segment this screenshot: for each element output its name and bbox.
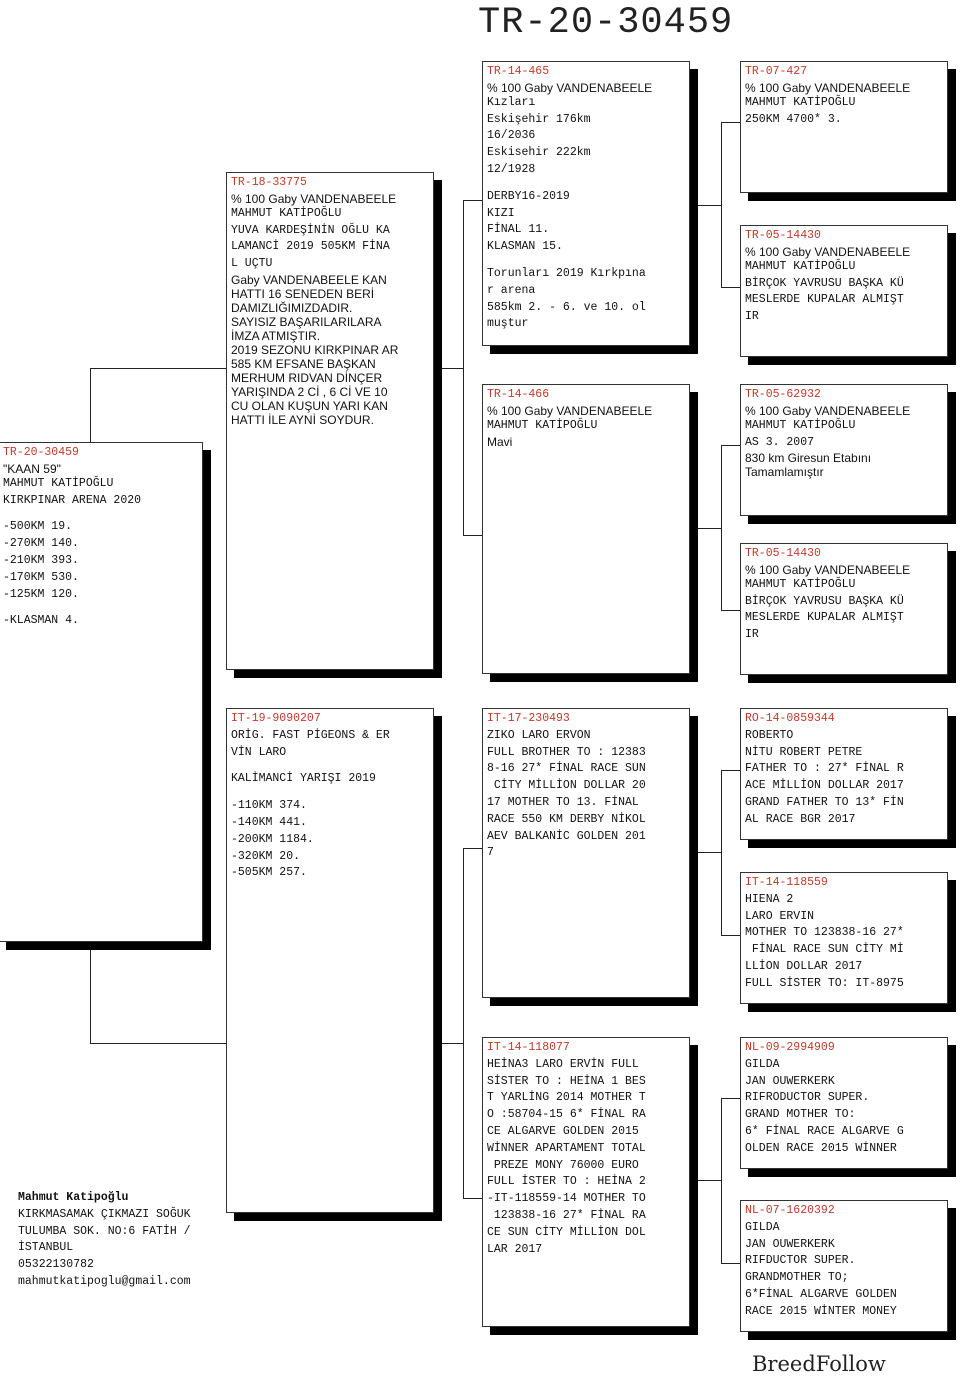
card-line: JAN OUWERKERK <box>745 1074 835 1088</box>
card-line: MAHMUT KATİPOĞLU <box>231 206 342 220</box>
card-line: FİNAL RACE SUN CİTY Mİ <box>745 943 904 957</box>
card-line <box>487 179 685 189</box>
card-line: KALİMANCİ YARIŞI 2019 <box>231 772 376 786</box>
card-line: -500KM 19. <box>3 520 73 534</box>
card-line: DERBY16-2019 <box>487 189 570 203</box>
card-line: -505KM 257. <box>231 866 307 880</box>
card-line <box>231 761 429 771</box>
card-line: BİRÇOK YAVRUSU BAŞKA KÜ <box>745 276 904 290</box>
card-line: DAMIZLIĞIMIZDADIR. <box>231 300 353 315</box>
card-line: T YARLİNG 2014 MOTHER T <box>487 1091 646 1105</box>
card-line: ZIKO LARO ERVON <box>487 728 591 742</box>
card-line: Mavi <box>487 434 513 449</box>
great-grandparent-card <box>740 1037 948 1169</box>
connector <box>721 770 741 771</box>
great-grandparent-card <box>740 384 948 516</box>
card-line: LARO ERVIN <box>745 909 815 923</box>
address-line: KIRKMASAMAK ÇIKMAZI SOĞUK <box>18 1207 191 1221</box>
ring-number: NL-09-2994909 <box>745 1041 835 1054</box>
card-line: 2019 SEZONU KIRKPINAR AR <box>231 342 399 357</box>
card-line: Eskişehir 176km <box>487 112 591 126</box>
card-line: -320KM 20. <box>231 849 301 863</box>
card-line: FULL SİSTER TO: IT-8975 <box>745 976 904 990</box>
card-line: GRAND MOTHER TO: <box>745 1108 856 1122</box>
card-line: 12/1928 <box>487 162 536 176</box>
card-line: CE ALGARVE GOLDEN 2015 <box>487 1124 639 1138</box>
card-line: GILDA <box>745 1057 780 1071</box>
pedigree-title: TR-20-30459 <box>478 2 734 44</box>
card-line: 16/2036 <box>487 129 536 143</box>
ring-number: RO-14-0859344 <box>745 712 835 725</box>
ring-number: TR-14-466 <box>487 388 550 401</box>
card-line: MESLERDE KUPALAR ALMIŞT <box>745 293 904 307</box>
card-line: % 100 Gaby VANDENABEELE <box>745 562 911 577</box>
card-line: 250KM 4700* 3. <box>745 112 842 126</box>
card-line: BİRÇOK YAVRUSU BAŞKA KÜ <box>745 594 904 608</box>
breeder-name: Mahmut Katipoğlu <box>18 1191 129 1204</box>
ring-number: TR-05-62932 <box>745 388 821 401</box>
card-line: IR <box>745 628 759 642</box>
email: mahmutkatipoglu@gmail.com <box>18 1274 191 1288</box>
connector <box>463 848 464 1198</box>
connector <box>463 200 483 201</box>
card-line: GRAND FATHER TO 13* FİN <box>745 795 904 809</box>
card-line: WİNNER APARTAMENT TOTAL <box>487 1141 646 1155</box>
card-line: YUVA KARDEŞİNİN OĞLU KA <box>231 223 390 237</box>
card-line: ACE MİLLİON DOLLAR 2017 <box>745 779 904 793</box>
card-line: AEV BALKANİC GOLDEN 201 <box>487 829 646 843</box>
card-line: % 100 Gaby VANDENABEELE <box>231 191 397 206</box>
card-line: LAMANCİ 2019 505KM FİNA <box>231 240 390 254</box>
ring-number: TR-07-427 <box>745 65 808 78</box>
card-line: 830 km Giresun Etabını <box>745 451 872 466</box>
card-line: % 100 Gaby VANDENABEELE <box>745 80 911 95</box>
card-line: -270KM 140. <box>3 537 79 551</box>
connector <box>721 122 741 123</box>
connector <box>697 1180 721 1181</box>
card-line: 6*FİNAL ALGARVE GOLDEN <box>745 1287 897 1301</box>
card-line: MESLERDE KUPALAR ALMIŞT <box>745 611 904 625</box>
address-line: İSTANBUL <box>18 1241 74 1255</box>
card-line: CU OLAN KUŞUN YARI KAN <box>231 398 388 413</box>
card-line: HIENA 2 <box>745 892 794 906</box>
ring-number: TR-20-30459 <box>3 446 79 459</box>
card-line: % 100 Gaby VANDENABEELE <box>487 80 653 95</box>
brand-logo: BreedFollow <box>752 1352 886 1376</box>
card-line: GRANDMOTHER TO; <box>745 1271 849 1285</box>
dam-card <box>226 708 434 1213</box>
card-line: 7 <box>487 846 494 860</box>
card-line: Tamamlamıştır <box>745 465 824 480</box>
card-line: r arena <box>487 283 536 297</box>
card-line: % 100 Gaby VANDENABEELE <box>745 403 911 418</box>
card-line: FATHER TO : 27* FİNAL R <box>745 762 904 776</box>
card-line <box>487 256 685 266</box>
card-line: -KLASMAN 4. <box>3 614 79 628</box>
card-line: YARIŞINDA 2 Cİ , 6 Cİ VE 10 <box>231 384 388 399</box>
connector <box>721 122 722 287</box>
card-line: MERHUM RIDVAN DİNÇER <box>231 370 383 385</box>
card-line: L UÇTU <box>231 257 273 271</box>
card-line: FİNAL 11. <box>487 223 550 237</box>
card-line: 8-16 27* FİNAL RACE SUN <box>487 762 646 776</box>
connector <box>440 368 464 369</box>
card-line: -125KM 120. <box>3 587 79 601</box>
card-line: MAHMUT KATİPOĞLU <box>487 418 598 432</box>
card-line <box>231 788 429 798</box>
card-line: Eskisehir 222km <box>487 146 591 160</box>
connector <box>721 445 722 610</box>
card-line: Gaby VANDENABEELE KAN <box>231 272 387 287</box>
card-line: CİTY MİLLİON DOLLAR 20 <box>487 779 646 793</box>
card-line: RACE 550 KM DERBY NİKOL <box>487 812 646 826</box>
card-line: HEİNA3 LARO ERVİN FULL <box>487 1057 639 1071</box>
card-line: MAHMUT KATİPOĞLU <box>745 95 856 109</box>
card-line: FULL BROTHER TO : 12383 <box>487 745 646 759</box>
card-line: RIFRODUCTOR SUPER. <box>745 1091 870 1105</box>
great-grandparent-card <box>740 61 948 193</box>
card-line: VİN LARO <box>231 745 287 759</box>
card-line: RACE 2015 WİNTER MONEY <box>745 1304 897 1318</box>
grandparent-card <box>482 61 690 346</box>
connector <box>721 445 741 446</box>
card-line: MAHMUT KATİPOĞLU <box>745 418 856 432</box>
card-line: 17 MOTHER TO 13. FİNAL <box>487 795 639 809</box>
ring-number: TR-05-14430 <box>745 547 821 560</box>
card-line: KIRKPINAR ARENA 2020 <box>3 493 142 507</box>
card-line: JAN OUWERKERK <box>745 1237 835 1251</box>
great-grandparent-card <box>740 225 948 357</box>
card-line: -200KM 1184. <box>231 832 314 846</box>
ring-number: IT-14-118077 <box>487 1041 570 1054</box>
card-line: OLDEN RACE 2015 WİNNER <box>745 1141 897 1155</box>
breeder-contact <box>18 1190 191 1291</box>
connector <box>721 770 722 935</box>
great-grandparent-card <box>740 543 948 675</box>
ring-number: TR-14-465 <box>487 65 550 78</box>
phone: 05322130782 <box>18 1258 94 1272</box>
connector <box>463 200 464 535</box>
card-line: % 100 Gaby VANDENABEELE <box>487 403 653 418</box>
card-line: 585 KM EFSANE BAŞKAN <box>231 356 376 371</box>
card-line: -140KM 441. <box>231 815 307 829</box>
card-line: FULL İSTER TO : HEİNA 2 <box>487 1175 646 1189</box>
great-grandparent-card <box>740 708 948 840</box>
card-line: -IT-118559-14 MOTHER TO <box>487 1192 646 1206</box>
connector <box>721 935 741 936</box>
card-line: muştur <box>487 317 529 331</box>
ring-number: TR-18-33775 <box>231 176 307 189</box>
ring-number: IT-19-9090207 <box>231 712 321 725</box>
card-line <box>3 509 198 519</box>
card-line: -170KM 530. <box>3 570 79 584</box>
connector <box>463 848 483 849</box>
card-line: MAHMUT KATİPOĞLU <box>3 476 114 490</box>
connector <box>463 535 483 536</box>
grandparent-card <box>482 1037 690 1327</box>
card-line: ORİG. FAST PİGEONS & ER <box>231 728 390 742</box>
ring-number: TR-05-14430 <box>745 229 821 242</box>
great-grandparent-card <box>740 1200 948 1332</box>
address-line: TULUMBA SOK. NO:6 FATİH / <box>18 1224 191 1238</box>
connector <box>90 368 228 369</box>
card-line: Torunları 2019 Kırkpına <box>487 266 646 280</box>
card-line: LAR 2017 <box>487 1242 543 1256</box>
card-line: CE SUN CİTY MİLLİON DOL <box>487 1225 646 1239</box>
connector <box>90 368 91 442</box>
card-line: HATTI İLE AYNİ SOYDUR. <box>231 412 374 427</box>
card-line: KIZI <box>487 206 515 220</box>
card-line: -210KM 393. <box>3 553 79 567</box>
connector <box>697 528 721 529</box>
connector <box>463 1198 483 1199</box>
card-line: SAYISIZ BAŞARILARILARA <box>231 314 382 329</box>
card-line: IR <box>745 310 759 324</box>
card-line: MOTHER TO 123838-16 27* <box>745 926 904 940</box>
connector <box>721 1098 722 1263</box>
card-line: SİSTER TO : HEİNA 1 BES <box>487 1074 646 1088</box>
card-line: 123838-16 27* FİNAL RA <box>487 1208 646 1222</box>
connector <box>697 852 721 853</box>
connector <box>90 948 91 1043</box>
card-line: AS 3. 2007 <box>745 435 815 449</box>
card-line: ROBERTO <box>745 728 794 742</box>
card-line: O :58704-15 6* FİNAL RA <box>487 1108 646 1122</box>
ring-number: IT-17-230493 <box>487 712 570 725</box>
connector <box>721 610 741 611</box>
card-line: "KAAN 59" <box>3 461 61 476</box>
card-line: % 100 Gaby VANDENABEELE <box>745 244 911 259</box>
card-line: MAHMUT KATİPOĞLU <box>745 259 856 273</box>
card-line: AL RACE BGR 2017 <box>745 812 856 826</box>
grandparent-card <box>482 708 690 998</box>
card-line: HATTI 16 SENEDEN BERİ <box>231 286 375 301</box>
connector <box>440 1043 464 1044</box>
card-line: Kızları <box>487 95 536 109</box>
ring-number: IT-14-118559 <box>745 876 828 889</box>
connector <box>721 1098 741 1099</box>
grandparent-card <box>482 384 690 674</box>
sire-card <box>226 172 434 670</box>
card-line <box>3 603 198 613</box>
card-line: 585km 2. - 6. ve 10. ol <box>487 300 646 314</box>
card-line: 6* FİNAL RACE ALGARVE G <box>745 1124 904 1138</box>
connector <box>721 1263 741 1264</box>
connector <box>90 1043 228 1044</box>
connector <box>697 205 721 206</box>
great-grandparent-card <box>740 872 948 1004</box>
card-line: İMZA ATMIŞTIR. <box>231 328 321 343</box>
card-line: NİTU ROBERT PETRE <box>745 745 863 759</box>
subject-card <box>0 442 203 942</box>
card-line: LLİON DOLLAR 2017 <box>745 959 863 973</box>
card-line: PREZE MONY 76000 EURO <box>487 1158 639 1172</box>
card-line: RIFDUCTOR SUPER. <box>745 1254 856 1268</box>
card-line: MAHMUT KATİPOĞLU <box>745 577 856 591</box>
card-line: -110KM 374. <box>231 799 307 813</box>
card-line: KLASMAN 15. <box>487 240 563 254</box>
connector <box>721 287 741 288</box>
ring-number: NL-07-1620392 <box>745 1204 835 1217</box>
card-line: GILDA <box>745 1220 780 1234</box>
